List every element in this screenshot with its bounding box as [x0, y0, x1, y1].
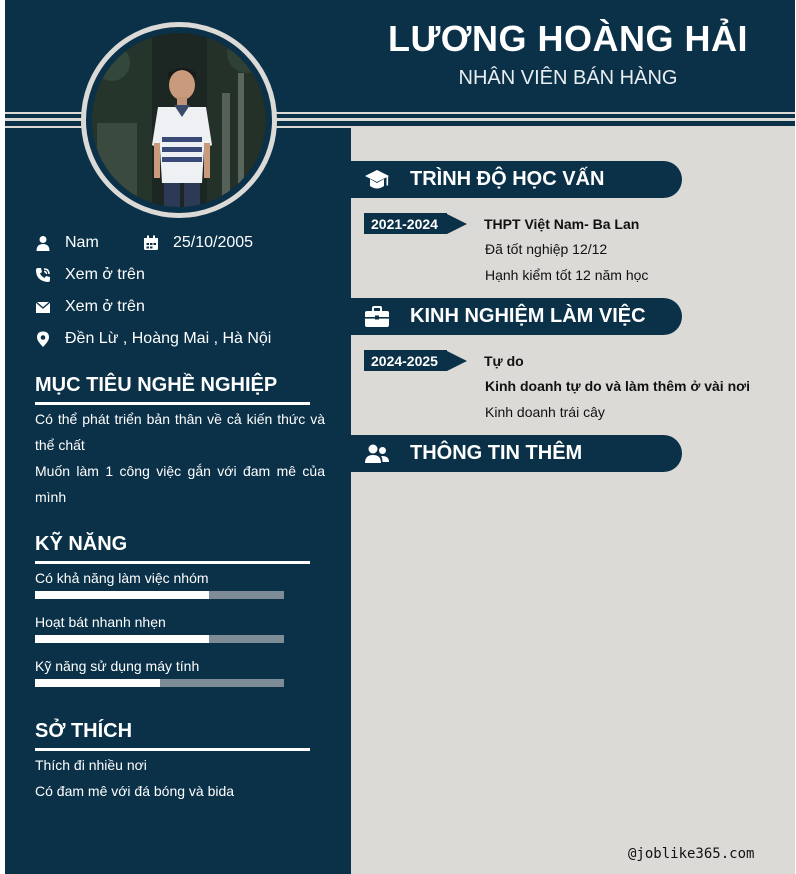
- hobby-item: Thích đi nhiều nơi: [35, 757, 147, 773]
- experience-title: KINH NGHIỆM LÀM VIỆC: [410, 305, 646, 327]
- skill-label: Hoạt bát nhanh nhẹn: [35, 614, 166, 630]
- objective-line-2: Muốn làm 1 công việc gắn với đam mê của mình: [35, 463, 325, 505]
- hobby-item: Có đam mê với đá bóng và bida: [35, 783, 235, 799]
- skill-bar-fill: [35, 679, 160, 687]
- avatar: [92, 33, 266, 207]
- objective-line-1: Có thể phát triển bản thân về cả kiến thức và thể chất: [35, 411, 325, 453]
- education-period: 2021-2024: [364, 213, 447, 234]
- experience-position: Kinh doanh tự do và làm thêm ở vài nơi: [485, 378, 750, 394]
- experience-company: Tự do: [484, 353, 524, 369]
- phone-value: Xem ở trên: [65, 266, 145, 283]
- location-pin-icon: [35, 331, 51, 347]
- cv-page: [5, 0, 795, 874]
- education-heading: [351, 161, 682, 198]
- arrow-shape: [447, 214, 467, 234]
- briefcase-icon: [364, 304, 390, 330]
- phone-icon: [35, 267, 51, 283]
- contact-phone: [35, 266, 145, 284]
- education-detail: Hạnh kiểm tốt 12 năm học: [485, 267, 649, 283]
- hobbies-underline: [35, 748, 310, 751]
- watermark: @joblike365.com: [628, 846, 755, 862]
- skill-bar: [35, 635, 284, 643]
- skill-label: Kỹ năng sử dụng máy tính: [35, 658, 200, 674]
- skill-bar-fill: [35, 591, 209, 599]
- skill-bar: [35, 679, 284, 687]
- contact-address: [35, 330, 271, 348]
- graduation-cap-icon: [364, 167, 390, 193]
- job-title: NHÂN VIÊN BÁN HÀNG: [458, 67, 678, 89]
- contact-gender: [35, 234, 99, 252]
- address-value: Đền Lừ , Hoàng Mai , Hà Nội: [65, 330, 272, 347]
- education-detail: Đã tốt nghiệp 12/12: [485, 241, 608, 257]
- education-period-tag: [364, 213, 467, 234]
- arrow-shape: [447, 351, 467, 371]
- experience-period-tag: [364, 350, 467, 371]
- experience-heading: [351, 298, 682, 335]
- skill-bar-fill: [35, 635, 209, 643]
- users-icon: [364, 441, 390, 467]
- additional-info-title: THÔNG TIN THÊM: [410, 442, 583, 464]
- contact-birthdate: [143, 234, 253, 252]
- skill-label: Có khả năng làm việc nhóm: [35, 570, 209, 586]
- experience-period: 2024-2025: [364, 350, 447, 371]
- contact-email: [35, 298, 145, 316]
- birthdate-value: 25/10/2005: [173, 234, 254, 251]
- education-school: THPT Việt Nam- Ba Lan: [484, 216, 640, 232]
- avatar-frame: [81, 22, 277, 218]
- gender-value: Nam: [65, 234, 99, 251]
- skill-bar: [35, 591, 284, 599]
- user-icon: [35, 235, 51, 251]
- objective-heading: MỤC TIÊU NGHỀ NGHIỆP: [35, 374, 278, 396]
- hobbies-heading: SỞ THÍCH: [35, 720, 133, 742]
- experience-description: Kinh doanh trái cây: [485, 404, 605, 420]
- email-value: Xem ở trên: [65, 298, 145, 315]
- skills-underline: [35, 561, 310, 564]
- envelope-icon: [35, 299, 51, 315]
- objective-underline: [35, 402, 310, 405]
- candidate-name: LƯƠNG HOÀNG HẢI: [387, 18, 749, 59]
- education-title: TRÌNH ĐỘ HỌC VẤN: [410, 168, 605, 190]
- calendar-icon: [143, 235, 159, 251]
- skills-heading: KỸ NĂNG: [35, 533, 128, 555]
- avatar-photo: [92, 33, 266, 207]
- additional-info-heading: [351, 435, 682, 472]
